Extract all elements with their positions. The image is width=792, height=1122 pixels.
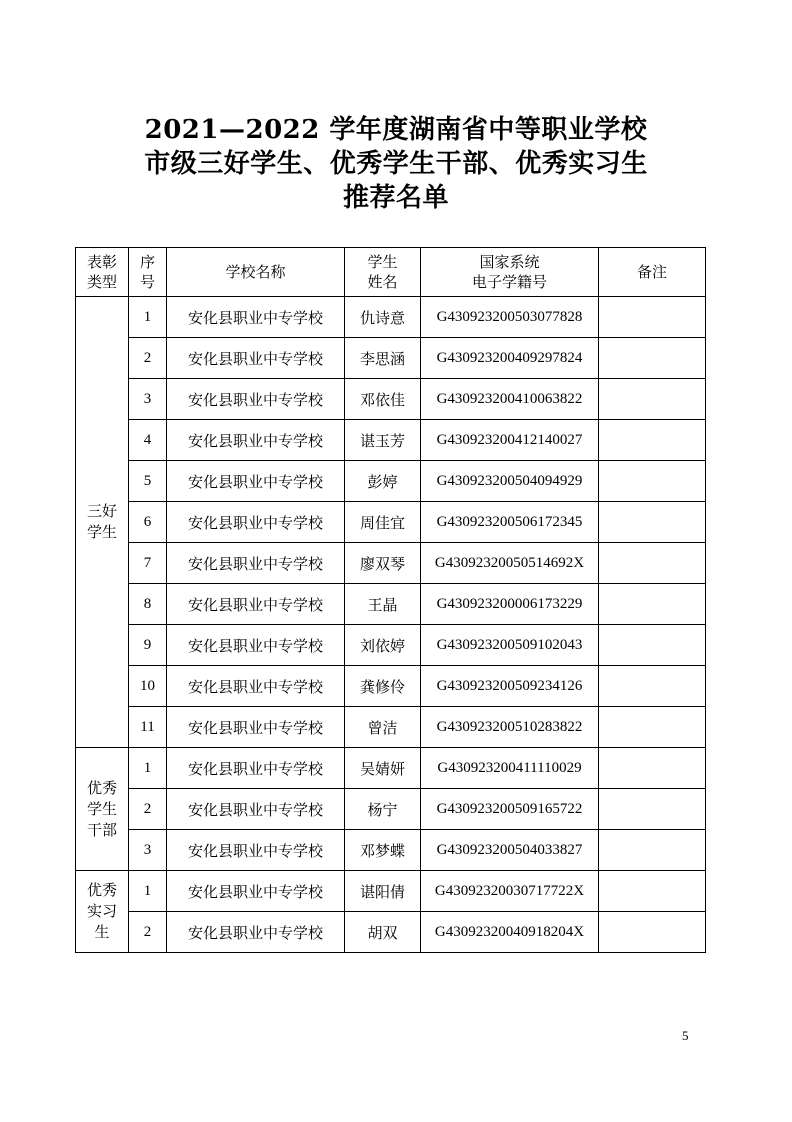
document-title — [0, 113, 792, 215]
category-line: 干部 — [86, 820, 117, 839]
seq-cell: 1 — [129, 748, 167, 789]
school-cell: 安化县职业中专学校 — [167, 543, 345, 584]
category-line: 学生 — [86, 523, 117, 541]
category-cell — [76, 748, 129, 871]
student-id-cell: G430923200509165722 — [421, 789, 599, 830]
table-row — [76, 584, 706, 625]
table-row — [76, 379, 706, 420]
table-row — [76, 789, 706, 830]
remark-cell — [599, 297, 706, 338]
student-id-cell: G430923200506172345 — [421, 502, 599, 543]
seq-cell: 10 — [129, 666, 167, 707]
remark-cell — [599, 420, 706, 461]
title-line-2: 市级三好学生、优秀学生干部、优秀实习生 — [144, 149, 648, 179]
category-line: 三好 — [86, 502, 117, 520]
student-name-cell: 谌阳倩 — [345, 871, 421, 912]
header-seq-line: 序 — [139, 253, 155, 271]
seq-cell: 1 — [129, 297, 167, 338]
student-name-cell: 龚修伶 — [345, 666, 421, 707]
title-line-1: 2021—2022 学年度湖南省中等职业学校 — [144, 115, 648, 145]
student-id-cell: G430923200411110029 — [421, 748, 599, 789]
seq-cell: 2 — [129, 338, 167, 379]
table-row — [76, 420, 706, 461]
school-cell: 安化县职业中专学校 — [167, 748, 345, 789]
recommendation-table — [75, 247, 706, 953]
category-cell — [76, 297, 129, 748]
school-cell: 安化县职业中专学校 — [167, 707, 345, 748]
category-line: 优秀 — [86, 778, 117, 797]
header-remark: 备注 — [599, 248, 706, 297]
remark-cell — [599, 748, 706, 789]
page-number: 5 — [682, 1028, 689, 1043]
student-id-cell: G430923200510283822 — [421, 707, 599, 748]
student-name-cell: 吴婧妍 — [345, 748, 421, 789]
school-cell: 安化县职业中专学校 — [167, 379, 345, 420]
school-cell: 安化县职业中专学校 — [167, 502, 345, 543]
school-cell: 安化县职业中专学校 — [167, 338, 345, 379]
student-id-cell: G430923200509234126 — [421, 666, 599, 707]
category-cell — [76, 871, 129, 953]
school-cell: 安化县职业中专学校 — [167, 461, 345, 502]
school-cell: 安化县职业中专学校 — [167, 584, 345, 625]
remark-cell — [599, 502, 706, 543]
table-body — [76, 297, 706, 953]
student-name-cell: 彭婷 — [345, 461, 421, 502]
table-row — [76, 625, 706, 666]
seq-cell: 5 — [129, 461, 167, 502]
student-id-cell: G430923200409297824 — [421, 338, 599, 379]
seq-cell: 3 — [129, 379, 167, 420]
remark-cell — [599, 461, 706, 502]
remark-cell — [599, 584, 706, 625]
student-name-cell: 仇诗意 — [345, 297, 421, 338]
header-school: 学校名称 — [167, 248, 345, 297]
seq-cell: 4 — [129, 420, 167, 461]
seq-cell: 11 — [129, 707, 167, 748]
student-name-cell: 谌玉芳 — [345, 420, 421, 461]
table-row — [76, 338, 706, 379]
student-name-cell: 邓梦蝶 — [345, 830, 421, 871]
remark-cell — [599, 625, 706, 666]
remark-cell — [599, 830, 706, 871]
table-row — [76, 830, 706, 871]
seq-cell: 7 — [129, 543, 167, 584]
header-name-line: 姓名 — [367, 273, 398, 291]
remark-cell — [599, 543, 706, 584]
header-student-id — [421, 248, 599, 297]
student-id-cell: G430923200504094929 — [421, 461, 599, 502]
title-line-3: 推荐名单 — [342, 183, 449, 213]
header-seq-line: 号 — [139, 273, 155, 291]
school-cell: 安化县职业中专学校 — [167, 871, 345, 912]
table-row — [76, 707, 706, 748]
school-cell: 安化县职业中专学校 — [167, 912, 345, 953]
category-line: 学生 — [86, 799, 117, 818]
student-id-cell: G43092320040918204X — [421, 912, 599, 953]
seq-cell: 8 — [129, 584, 167, 625]
seq-cell: 2 — [129, 912, 167, 953]
student-name-cell: 刘依婷 — [345, 625, 421, 666]
header-seq — [129, 248, 167, 297]
student-name-cell: 王晶 — [345, 584, 421, 625]
seq-cell: 1 — [129, 871, 167, 912]
remark-cell — [599, 707, 706, 748]
school-cell: 安化县职业中专学校 — [167, 666, 345, 707]
student-name-cell: 邓依佳 — [345, 379, 421, 420]
student-name-cell: 周佳宜 — [345, 502, 421, 543]
student-name-cell: 曾洁 — [345, 707, 421, 748]
student-id-cell: G430923200410063822 — [421, 379, 599, 420]
table-row — [76, 461, 706, 502]
table-row — [76, 871, 706, 912]
table-row — [76, 748, 706, 789]
category-line: 实习 — [86, 902, 117, 920]
student-id-cell: G430923200412140027 — [421, 420, 599, 461]
category-line: 生 — [94, 923, 110, 941]
remark-cell — [599, 666, 706, 707]
table-header-row — [76, 248, 706, 297]
header-student-id-line: 电子学籍号 — [471, 273, 547, 291]
header-category-line: 表彰 — [86, 253, 117, 271]
student-id-cell: G430923200509102043 — [421, 625, 599, 666]
seq-cell: 6 — [129, 502, 167, 543]
student-name-cell: 廖双琴 — [345, 543, 421, 584]
remark-cell — [599, 912, 706, 953]
seq-cell: 3 — [129, 830, 167, 871]
school-cell: 安化县职业中专学校 — [167, 789, 345, 830]
seq-cell: 9 — [129, 625, 167, 666]
header-category — [76, 248, 129, 297]
table-row — [76, 297, 706, 338]
student-id-cell: G430923200504033827 — [421, 830, 599, 871]
header-name — [345, 248, 421, 297]
student-name-cell: 李思涵 — [345, 338, 421, 379]
category-line: 优秀 — [86, 881, 117, 899]
student-id-cell: G430923200006173229 — [421, 584, 599, 625]
table-row — [76, 912, 706, 953]
header-student-id-line: 国家系统 — [479, 253, 540, 271]
student-name-cell: 杨宁 — [345, 789, 421, 830]
student-id-cell: G43092320030717722X — [421, 871, 599, 912]
table-row — [76, 666, 706, 707]
seq-cell: 2 — [129, 789, 167, 830]
header-name-line: 学生 — [367, 253, 398, 271]
school-cell: 安化县职业中专学校 — [167, 420, 345, 461]
header-category-line: 类型 — [86, 273, 117, 291]
remark-cell — [599, 379, 706, 420]
table-row — [76, 543, 706, 584]
table-row — [76, 502, 706, 543]
school-cell: 安化县职业中专学校 — [167, 297, 345, 338]
student-id-cell: G430923200503077828 — [421, 297, 599, 338]
student-id-cell: G43092320050514692X — [421, 543, 599, 584]
student-name-cell: 胡双 — [345, 912, 421, 953]
remark-cell — [599, 871, 706, 912]
remark-cell — [599, 789, 706, 830]
school-cell: 安化县职业中专学校 — [167, 625, 345, 666]
remark-cell — [599, 338, 706, 379]
school-cell: 安化县职业中专学校 — [167, 830, 345, 871]
